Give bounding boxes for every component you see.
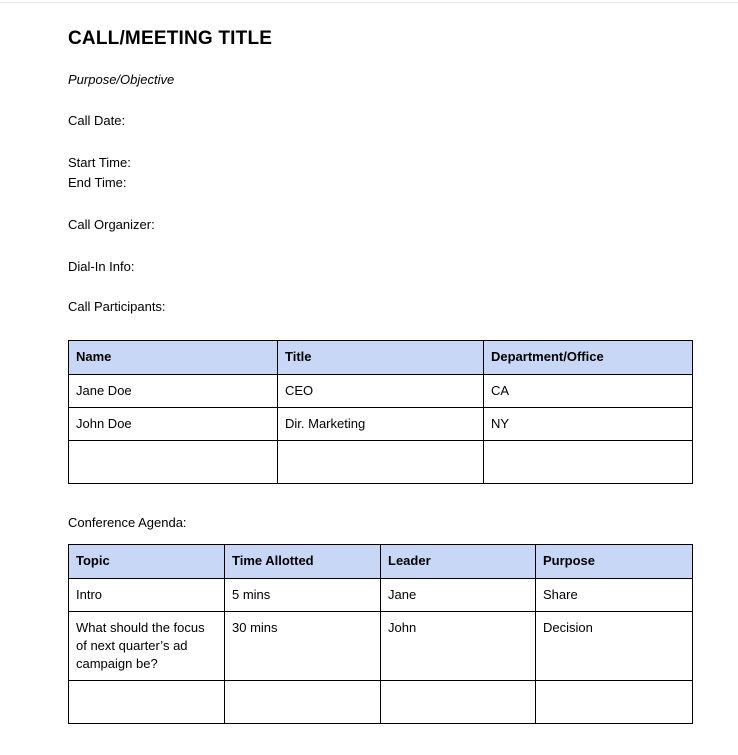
conference-agenda-label: Conference Agenda:	[68, 515, 187, 530]
cell-topic[interactable]	[69, 681, 225, 724]
cell-topic[interactable]: Intro	[69, 579, 225, 612]
end-time-label: End Time:	[68, 175, 127, 190]
table-row	[69, 579, 693, 612]
column-header-leader: Leader	[381, 545, 536, 579]
participants-table-wrapper	[68, 317, 692, 484]
document-content	[68, 0, 692, 724]
participants-table	[68, 340, 693, 484]
call-organizer-field	[68, 193, 692, 235]
cell-department-office[interactable]: NY	[484, 408, 693, 441]
cell-purpose[interactable]	[536, 681, 693, 724]
dial-in-info-label: Dial-In Info:	[68, 259, 135, 274]
page-title: CALL/MEETING TITLE	[68, 28, 273, 49]
dial-in-info-field	[68, 235, 692, 277]
start-time-label: Start Time:	[68, 155, 131, 170]
call-date-label: Call Date:	[68, 113, 126, 128]
call-participants-field	[68, 277, 692, 317]
agenda-table-wrapper	[68, 533, 692, 724]
time-fields	[68, 131, 692, 193]
table-row	[69, 408, 693, 441]
cell-purpose[interactable]: Share	[536, 579, 693, 612]
column-header-department-office: Department/Office	[484, 341, 693, 375]
cell-topic[interactable]: What should the focus of next quarter’s ad campaign be?	[69, 612, 225, 681]
cell-title[interactable]: Dir. Marketing	[278, 408, 484, 441]
cell-name[interactable]	[69, 441, 278, 484]
table-row	[69, 375, 693, 408]
column-header-topic: Topic	[69, 545, 225, 579]
cell-leader[interactable]: Jane	[381, 579, 536, 612]
table-row-empty	[69, 441, 693, 484]
table-row-empty	[69, 681, 693, 724]
cell-name[interactable]: Jane Doe	[69, 375, 278, 408]
call-date-field	[68, 89, 692, 131]
table-header-row	[69, 545, 693, 579]
column-header-time-allotted: Time Allotted	[225, 545, 381, 579]
purpose-objective-label: Purpose/Objective	[68, 72, 175, 87]
column-header-title: Title	[278, 341, 484, 375]
cell-department-office[interactable]: CA	[484, 375, 693, 408]
agenda-table	[68, 544, 693, 724]
cell-title[interactable]: CEO	[278, 375, 484, 408]
cell-department-office[interactable]	[484, 441, 693, 484]
cell-name[interactable]: John Doe	[69, 408, 278, 441]
cell-title[interactable]	[278, 441, 484, 484]
table-row	[69, 612, 693, 681]
call-participants-label: Call Participants:	[68, 299, 166, 314]
cell-time-allotted[interactable]: 30 mins	[225, 612, 381, 681]
call-organizer-label: Call Organizer:	[68, 217, 155, 232]
cell-time-allotted[interactable]: 5 mins	[225, 579, 381, 612]
cell-leader[interactable]	[381, 681, 536, 724]
cell-time-allotted[interactable]	[225, 681, 381, 724]
column-header-name: Name	[69, 341, 278, 375]
cell-purpose[interactable]: Decision	[536, 612, 693, 681]
column-header-purpose: Purpose	[536, 545, 693, 579]
cell-leader[interactable]: John	[381, 612, 536, 681]
table-header-row	[69, 341, 693, 375]
